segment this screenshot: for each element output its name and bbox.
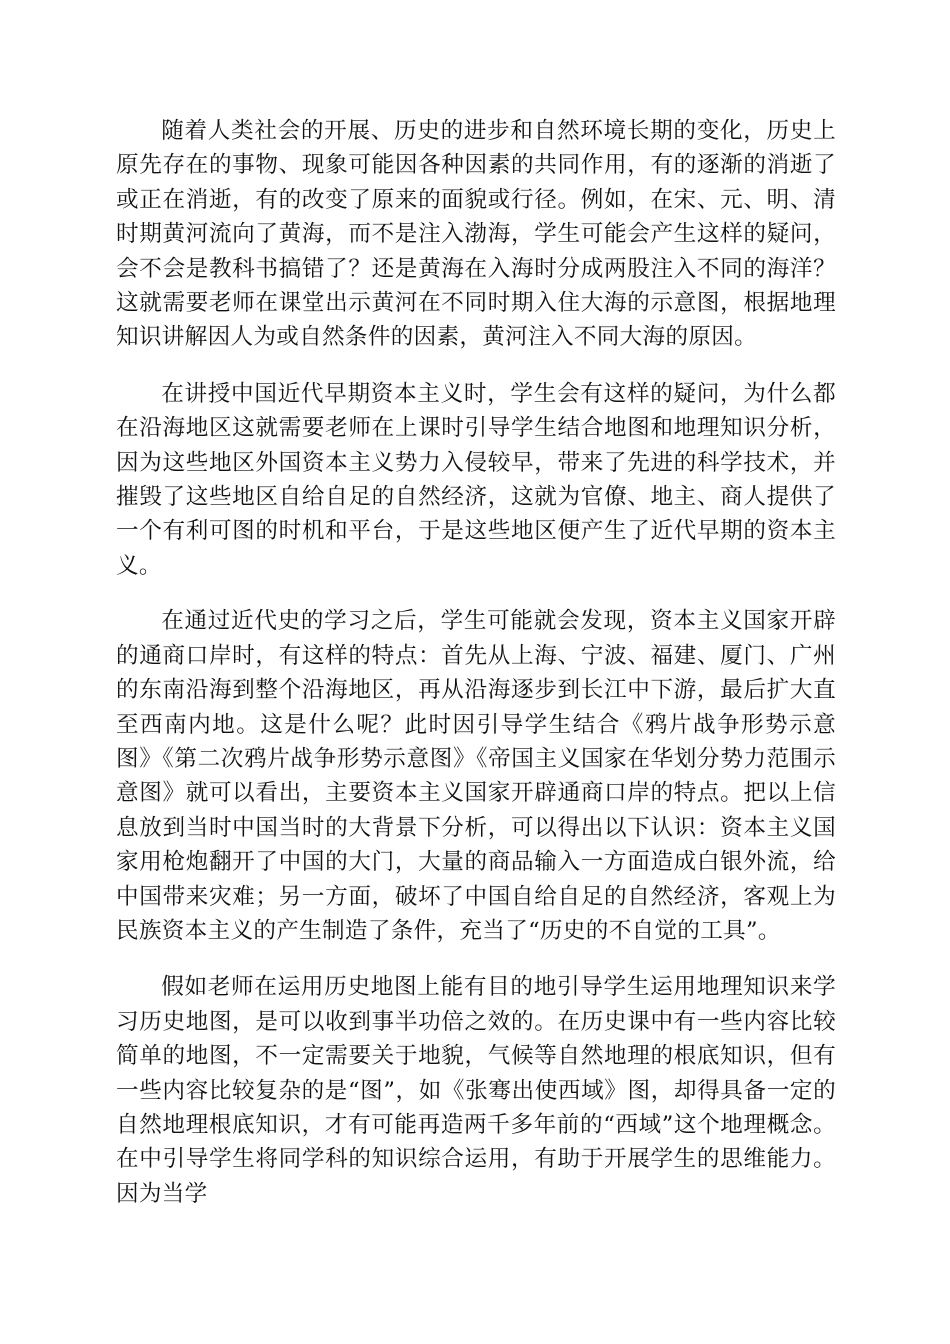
paragraph-4: 假如老师在运用历史地图上能有目的地引导学生运用地理知识来学习历史地图，是可以收到事半功倍之效的。在历史课中有一些内容比较简单的地图，不一定需要关于地貌，气候等自然地理的根底知识，但有一些内容比较复杂的是“图”，如《张骞出使西域》图，却得具备一定的自然地理根底知识，才有可能再造两千多年前的“西域”这个地理概念。在中引导学生将同学科的知识综合运用，有助于开展学生的思维能力。因为当学 bbox=[116, 974, 836, 1207]
paragraph-1: 随着人类社会的开展、历史的进步和自然环境长期的变化，历史上原先存在的事物、现象可能因各种因素的共同作用，有的逐渐的消逝了或正在消逝，有的改变了原来的面貌或行径。例如，在宋、元、明、清时期黄河流向了黄海，而不是注入渤海，学生可能会产生这样的疑问，会不会是教科书搞错了？还是黄海在入海时分成两股注入不同的海洋？这就需要老师在课堂出示黄河在不同时期入住大海的示意图，根据地理知识讲解因人为或自然条件的因素，黄河注入不同大海的原因。 bbox=[116, 118, 836, 351]
paragraph-2: 在讲授中国近代早期资本主义时，学生会有这样的疑问，为什么都在沿海地区这就需要老师在上课时引导学生结合地图和地理知识分析，因为这些地区外国资本主义势力入侵较早，带来了先进的科学技术，并摧毁了这些地区自给自足的自然经济，这就为官僚、地主、商人提供了一个有利可图的时机和平台，于是这些地区便产生了近代早期的资本主义。 bbox=[116, 380, 836, 579]
document-page bbox=[116, 114, 836, 1233]
paragraph-3: 在通过近代史的学习之后，学生可能就会发现，资本主义国家开辟的通商口岸时，有这样的特点：首先从上海、宁波、福建、厦门、广州的东南沿海到整个沿海地区，再从沿海逐步到长江中下游，最后扩大直至西南内地。这是什么呢？此时因引导学生结合《鸦片战争形势示意图》《第二次鸦片战争形势示意图》《帝国主义国家在华划分势力范围示意图》就可以看出，主要资本主义国家开辟通商口岸的特点。把以上信息放到当时中国当时的大背景下分析，可以得出以下认识：资本主义国家用枪炮翻开了中国的大门，大量的商品输入一方面造成白银外流，给中国带来灾难；另一方面，破坏了中国自给自足的自然经济，客观上为民族资本主义的产生制造了条件，充当了“历史的不自觉的工具”。 bbox=[116, 608, 836, 944]
